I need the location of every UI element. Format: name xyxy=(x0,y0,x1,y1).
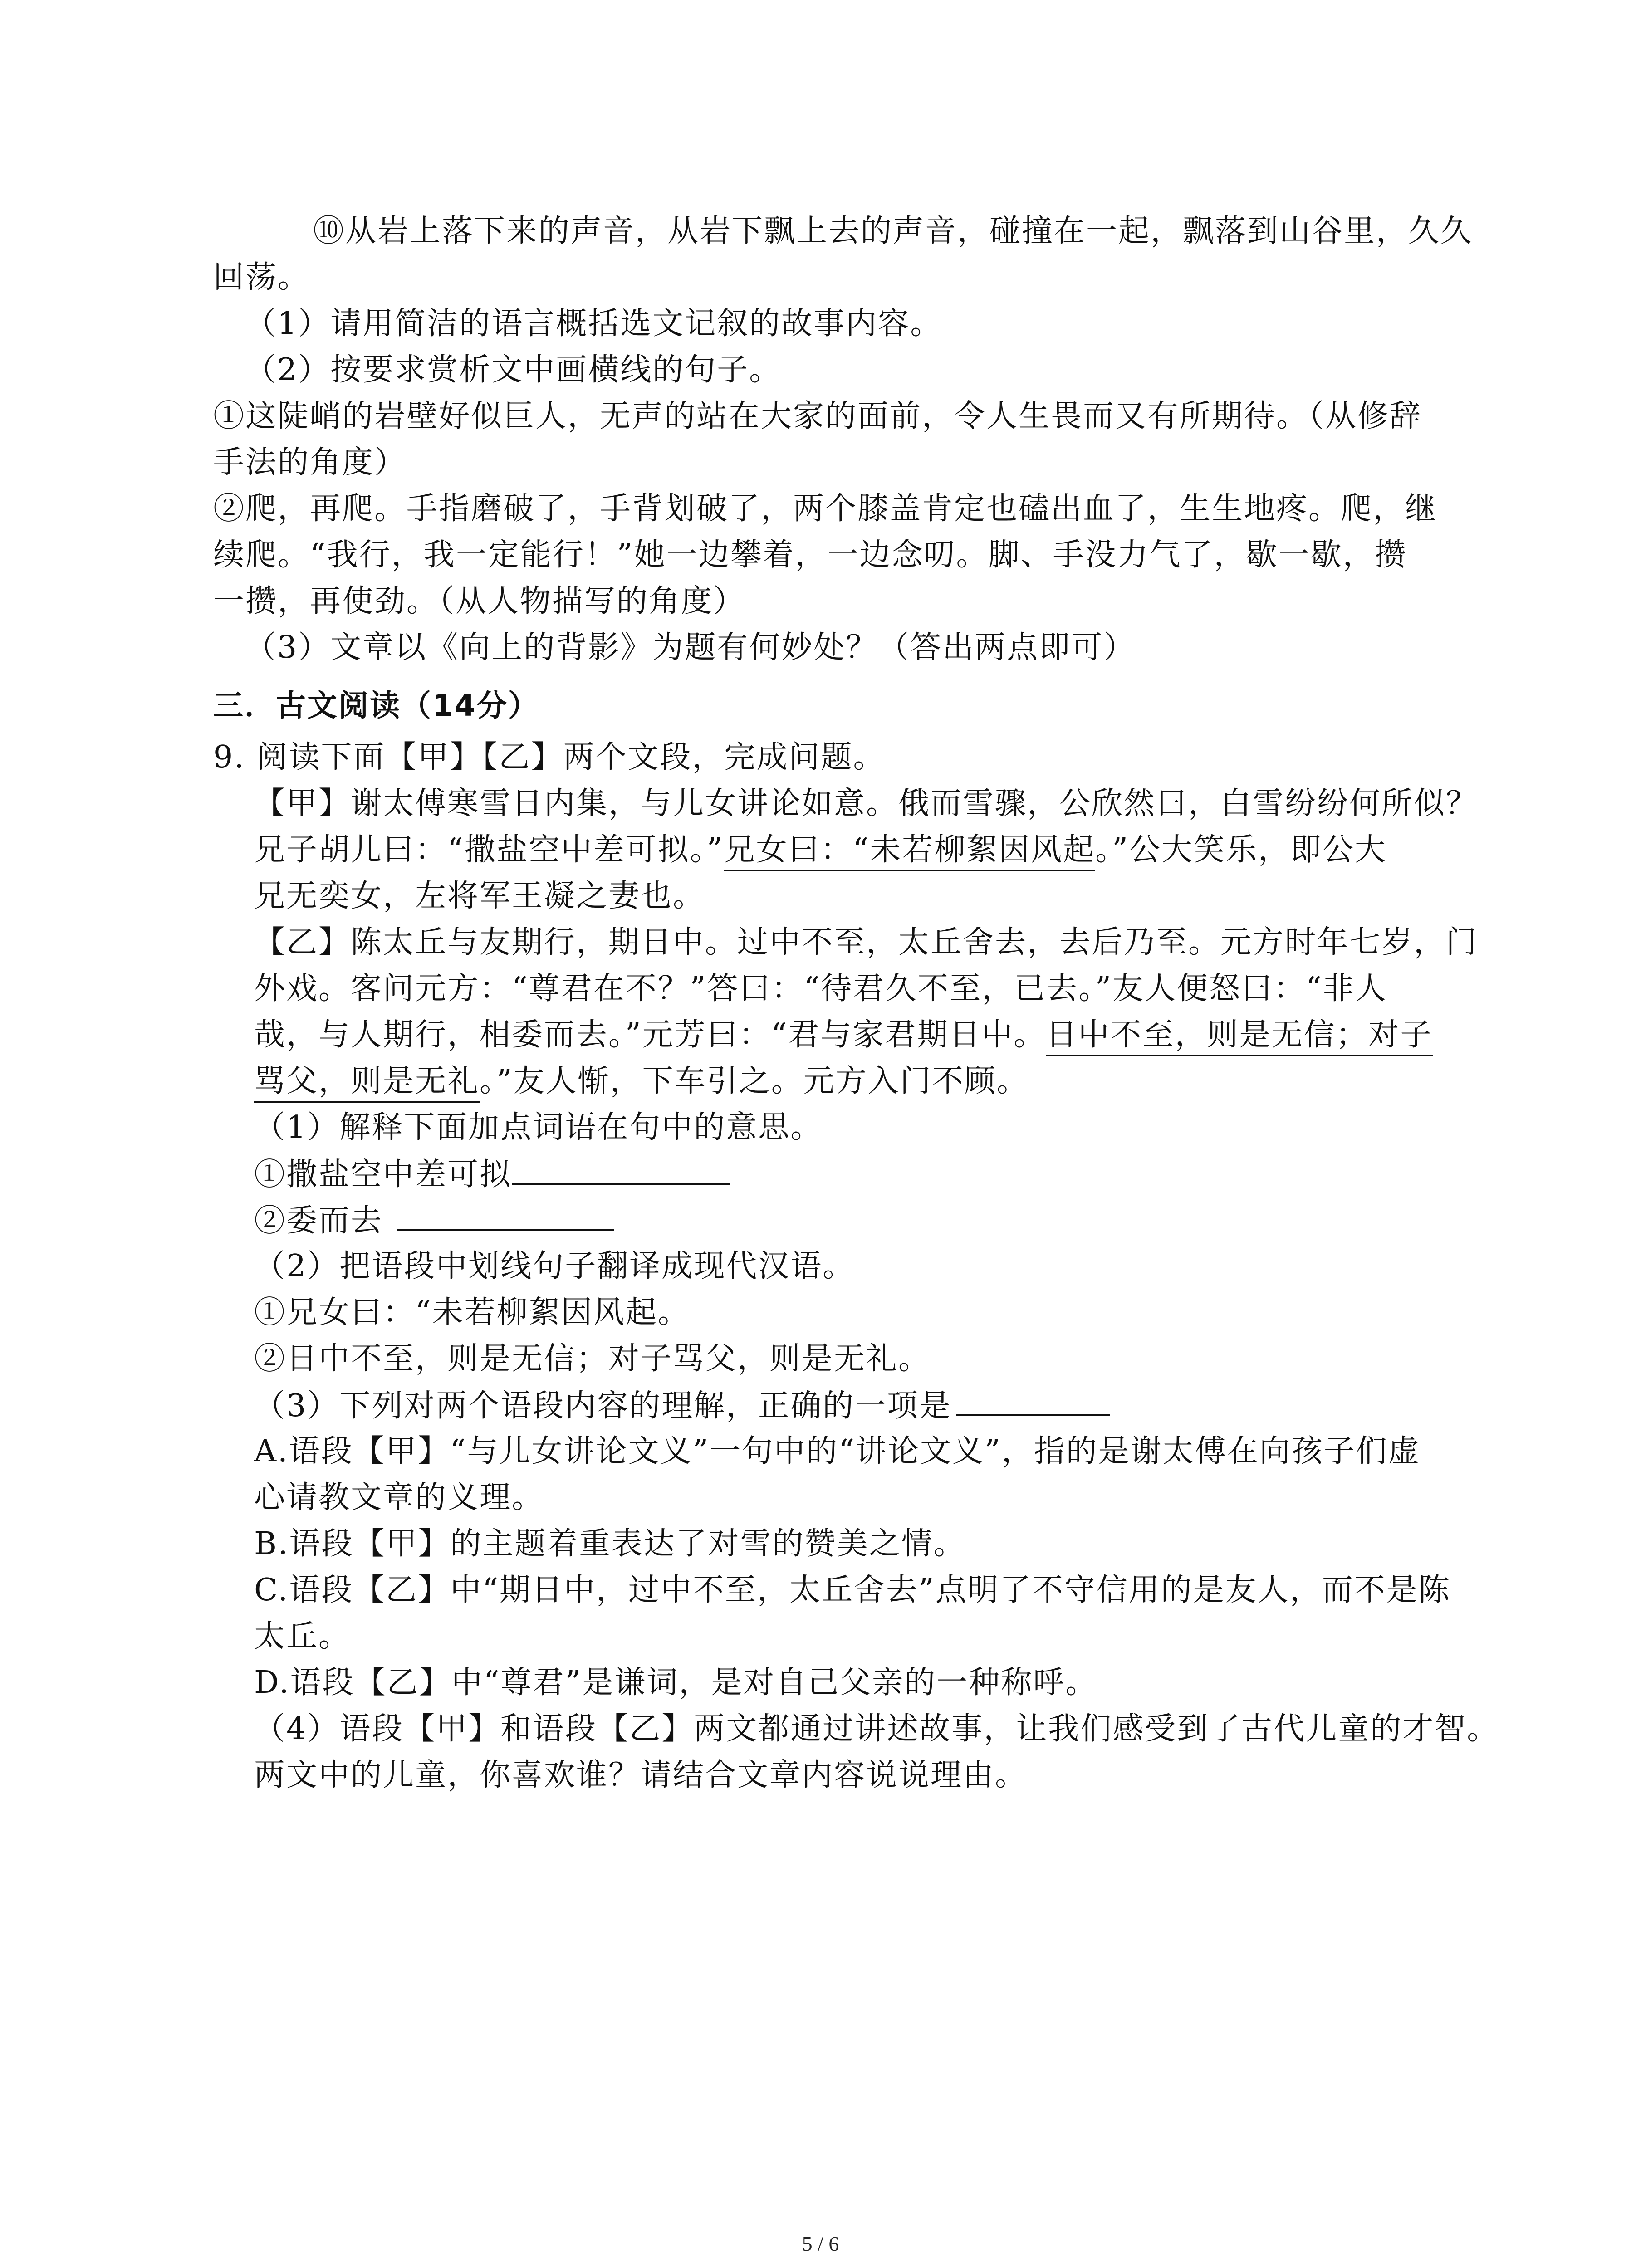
q9-stem: 9. 阅读下面【甲】【乙】两个文段，完成问题。 xyxy=(213,739,886,775)
jia-line2-text-b: 。”公大笑乐，即公大 xyxy=(1095,832,1387,868)
q9-sub2: （2）把语段中划线句子翻译成现代汉语。 xyxy=(254,1248,855,1284)
q9-sub4-line2: 两文中的儿童，你喜欢谁？请结合文章内容说说理由。 xyxy=(254,1757,1028,1793)
q8-sub1: （1）请用简洁的语言概括选文记叙的故事内容。 xyxy=(245,306,943,342)
jia-underlined-sentence: 兄女曰：“未若柳絮因风起 xyxy=(724,832,1096,871)
answer-blank-choice[interactable] xyxy=(956,1383,1110,1416)
q9-sub4-line1: （4）语段【甲】和语段【乙】两文都通过讲述故事，让我们感受到了古代儿童的才智。 xyxy=(254,1711,1499,1747)
q9-sub1: （1）解释下面加点词语在句中的意思。 xyxy=(254,1110,823,1145)
paragraph-10-line-1: ⑩从岩上落下来的声音，从岩下飘上去的声音，碰撞在一起，飘落到山谷里，久久 xyxy=(313,213,1473,249)
yi-line2: 外戏。客问元方：“尊君在不？”答曰：“待君久不至，已去。”友人便怒曰：“非人 xyxy=(254,971,1387,1007)
q8-sentence1-line1: ①这陡峭的岩壁好似巨人，无声的站在大家的面前，令人生畏而又有所期待。（从修辞 xyxy=(213,398,1422,434)
q8-sentence2-line3: 一攒，再使劲。（从人物描写的角度） xyxy=(213,583,746,619)
option-b: B.语段【甲】的主题着重表达了对雪的赞美之情。 xyxy=(254,1526,966,1562)
q8-sub3: （3）文章以《向上的背影》为题有何妙处？（答出两点即可） xyxy=(245,630,1136,665)
answer-blank-word1[interactable] xyxy=(512,1151,730,1185)
page-number: 5 / 6 xyxy=(802,2232,839,2255)
jia-line1: 【甲】谢太傅寒雪日内集，与儿女讲论如意。俄而雪骤，公欣然曰，白雪纷纷何所似？ xyxy=(254,786,1479,821)
q9-sub3-text: （3）下列对两个语段内容的理解，正确的一项是 xyxy=(254,1388,952,1424)
q8-sentence1-line2: 手法的角度） xyxy=(213,445,407,480)
jia-line2-text-a: 兄子胡儿曰：“撒盐空中差可拟。” xyxy=(254,832,724,868)
option-c-line2: 太丘。 xyxy=(254,1618,351,1654)
yi-line3 xyxy=(254,1012,1479,1058)
yi-line4-text: 。”友人惭，下车引之。元方入门不顾。 xyxy=(480,1063,1029,1099)
q8-sentence2-line2: 续爬。“我行，我一定能行！”她一边攀着，一边念叨。脚、手没力气了，歇一歇，攒 xyxy=(213,537,1407,573)
yi-underlined-sentence-part1: 日中不至，则是无信；对子 xyxy=(1046,1017,1433,1056)
q8-sentence2-line1: ②爬，再爬。手指磨破了，手背划破了，两个膝盖肯定也磕出血了，生生地疼。爬，继 xyxy=(213,491,1438,527)
q9-word2-text: ②委而去 xyxy=(254,1203,383,1239)
option-a-line2: 心请教文章的义理。 xyxy=(254,1480,544,1515)
q9-translate2: ②日中不至，则是无信；对子骂父，则是无礼。 xyxy=(254,1341,931,1377)
answer-blank-word2[interactable] xyxy=(397,1198,614,1231)
q9-translate1: ①兄女曰：“未若柳絮因风起。 xyxy=(254,1295,690,1330)
option-a-line1: A.语段【甲】“与儿女讲论文义”一句中的“讲论文义”，指的是谢太傅在向孩子们虚 xyxy=(254,1433,1421,1469)
jia-line2 xyxy=(254,827,1479,873)
yi-line1: 【乙】陈太丘与友期行，期日中。过中不至，太丘舍去，去后乃至。元方时年七岁，门 xyxy=(254,924,1479,960)
q9-word2 xyxy=(254,1198,1479,1244)
q8-sub2: （2）按要求赏析文中画横线的句子。 xyxy=(245,352,782,388)
section-3-title: 三．古文阅读（14分） xyxy=(213,688,539,723)
q9-word1-text: ①撒盐空中差可拟 xyxy=(254,1157,512,1193)
yi-underlined-sentence-part2: 骂父，则是无礼 xyxy=(254,1063,480,1103)
yi-line4 xyxy=(254,1059,1479,1104)
option-c-line1: C.语段【乙】中“期日中，过中不至，太丘舍去”点明了不守信用的是友人，而不是陈 xyxy=(254,1572,1451,1608)
jia-line3: 兄无奕女，左将军王凝之妻也。 xyxy=(254,878,705,914)
yi-line3-text: 哉，与人期行，相委而去。”元芳曰：“君与家君期日中。 xyxy=(254,1017,1046,1053)
option-d: D.语段【乙】中“尊君”是谦词，是对自己父亲的一种称呼。 xyxy=(254,1665,1098,1701)
paragraph-10-line-2: 回荡。 xyxy=(213,259,310,295)
q9-word1 xyxy=(254,1151,1479,1198)
q9-sub3 xyxy=(254,1383,1479,1429)
